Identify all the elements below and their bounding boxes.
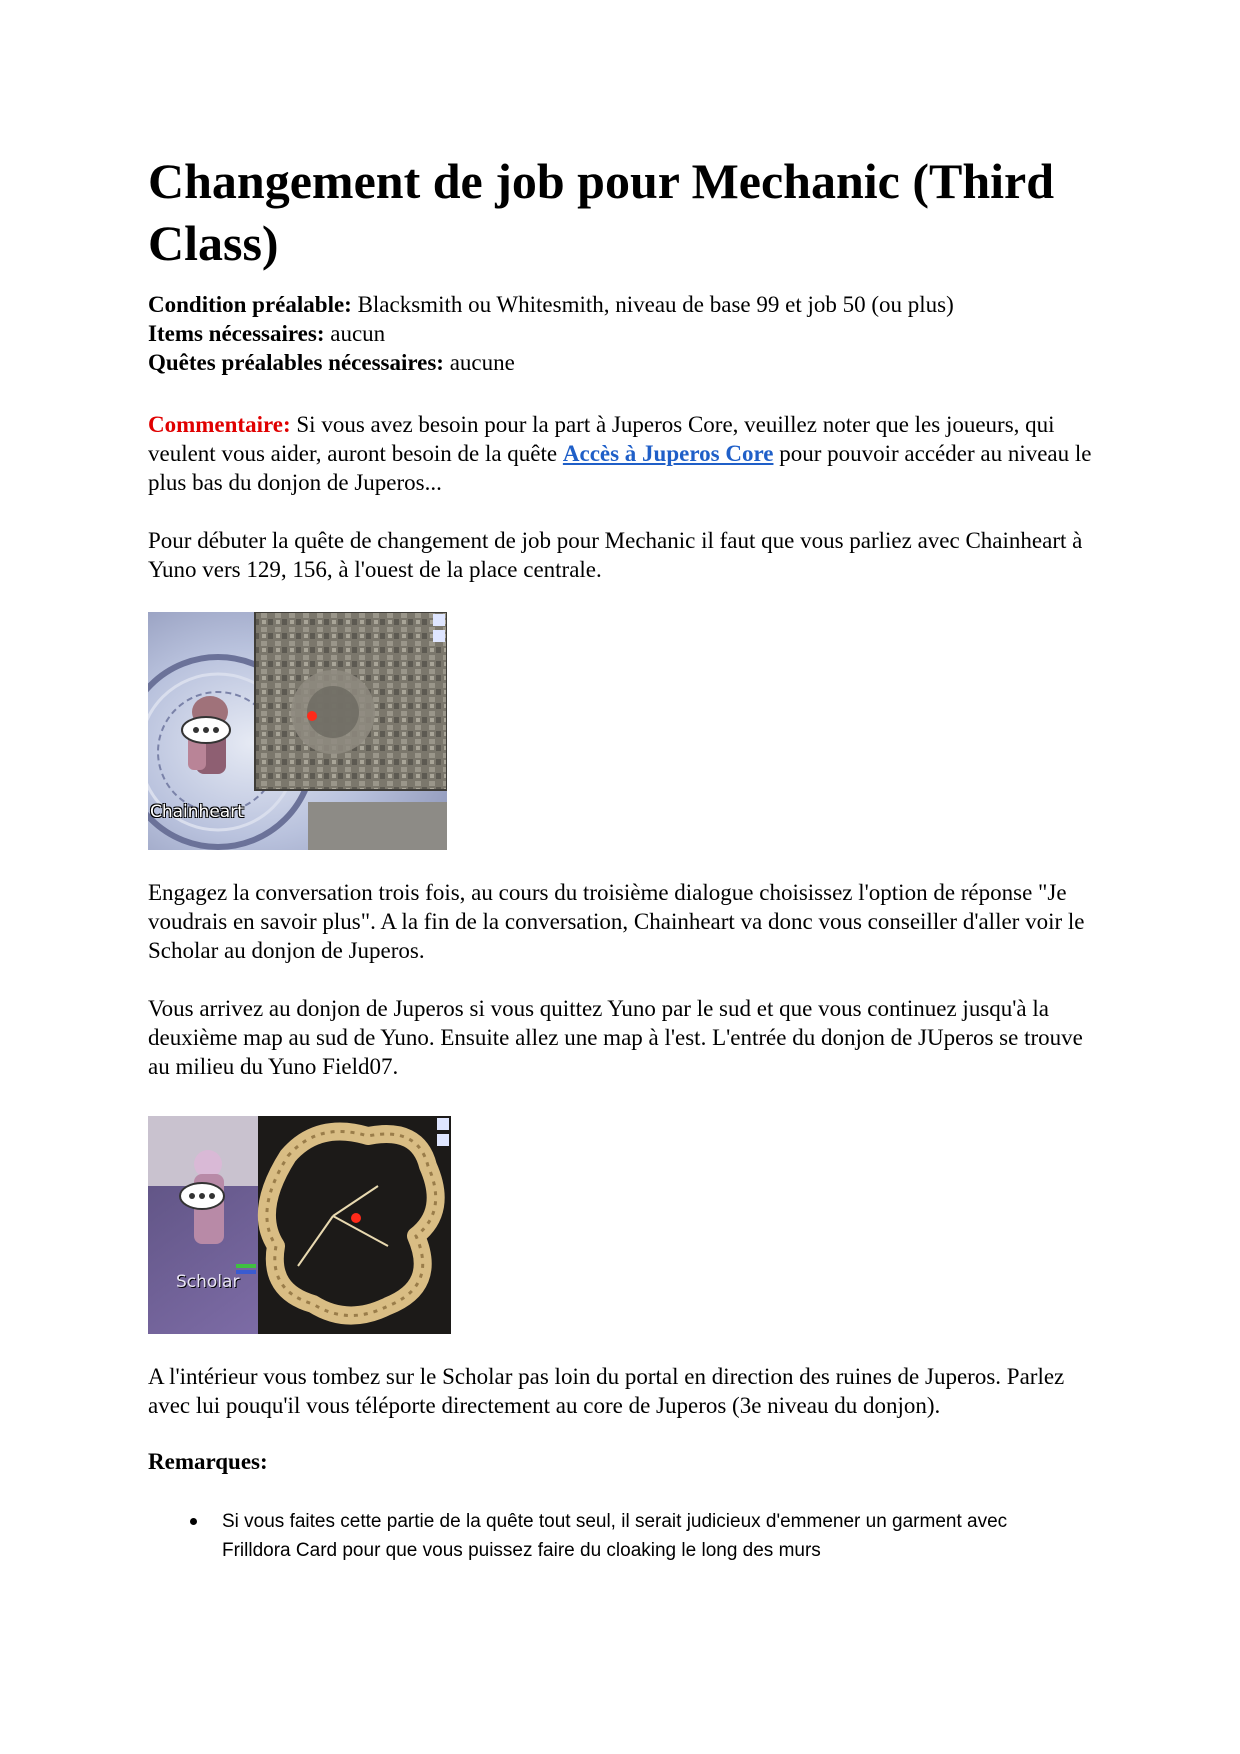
- paragraph-conversation: [148, 878, 1098, 965]
- npc-name-scholar: Scholar: [176, 1272, 240, 1292]
- items-value: aucun: [324, 321, 386, 346]
- remarks-heading: Remarques:: [148, 1449, 268, 1474]
- chainheart-screenshot: [148, 612, 447, 850]
- comment-paragraph: [148, 410, 1098, 497]
- condition-label: Condition préalable:: [148, 292, 352, 317]
- comment-label: Commentaire:: [148, 412, 291, 437]
- paragraph-text: Engagez la conversation trois fois, au cours du troisième dialogue choisissez l'option de réponse "Je voudrais en savoir plus". A la fin de la conversation, Chainheart va donc vous conseiller d'aller voir le Scholar au donjon de Juperos.: [148, 880, 1085, 963]
- comment-text-after: pour pouvoir accéder au niveau le plus bas du donjon de Juperos...: [148, 441, 1092, 495]
- quests-value: aucune: [443, 350, 515, 375]
- quests-label: Quêtes préalables nécessaires:: [148, 350, 444, 375]
- paragraph-scholar-teleport: [148, 1362, 1098, 1420]
- items-line: [148, 319, 1098, 348]
- remarks-list: [180, 1507, 1080, 1565]
- quests-line: [148, 348, 1098, 377]
- paragraph-text: A l'intérieur vous tombez sur le Scholar pas loin du portal en direction des ruines de Juperos. Parlez avec lui pouqu'il vous téléporte directement au core de Juperos (3e niveau du donjon).: [148, 1364, 1065, 1418]
- paragraph-text: Pour débuter la quête de changement de job pour Mechanic il faut que vous parliez avec Chainheart à Yuno vers 129, 156, à l'ouest de la place centrale.: [148, 528, 1083, 582]
- condition-line: [148, 290, 1098, 319]
- remark-text: Si vous faites cette partie de la quête tout seul, il serait judicieux d'emmener un garment avec Frilldora Card pour que vous puissez faire du cloaking le long des murs: [222, 1511, 1008, 1561]
- bullet-icon: [190, 1518, 197, 1525]
- paragraph-start-quest: [148, 526, 1098, 584]
- items-label: Items nécessaires:: [148, 321, 325, 346]
- list-item: [180, 1507, 1080, 1565]
- comment-text-before: Si vous avez besoin pour la part à Juperos Core, veuillez noter que les joueurs, qui veulent vous aider, auront besoin de la quête: [148, 412, 1055, 466]
- scholar-screenshot: [148, 1116, 451, 1334]
- condition-value: Blacksmith ou Whitesmith, niveau de base 99 et job 50 (ou plus): [351, 292, 954, 317]
- quest-meta: [148, 290, 1098, 377]
- paragraph-dungeon-directions: [148, 994, 1098, 1081]
- juperos-core-access-link[interactable]: Accès à Juperos Core: [562, 441, 774, 466]
- scholar-screenshot-art: [148, 1116, 451, 1334]
- page-title: Changement de job pour Mechanic (Third Class): [148, 153, 1055, 271]
- paragraph-text: Vous arrivez au donjon de Juperos si vous quittez Yuno par le sud et que vous continuez jusqu'à la deuxième map au sud de Yuno. Ensuite allez une map à l'est. L'entrée du donjon de JUperos se trouve au milieu du Yuno Field07.: [148, 996, 1083, 1079]
- npc-name-chainheart: Chainheart: [150, 802, 244, 822]
